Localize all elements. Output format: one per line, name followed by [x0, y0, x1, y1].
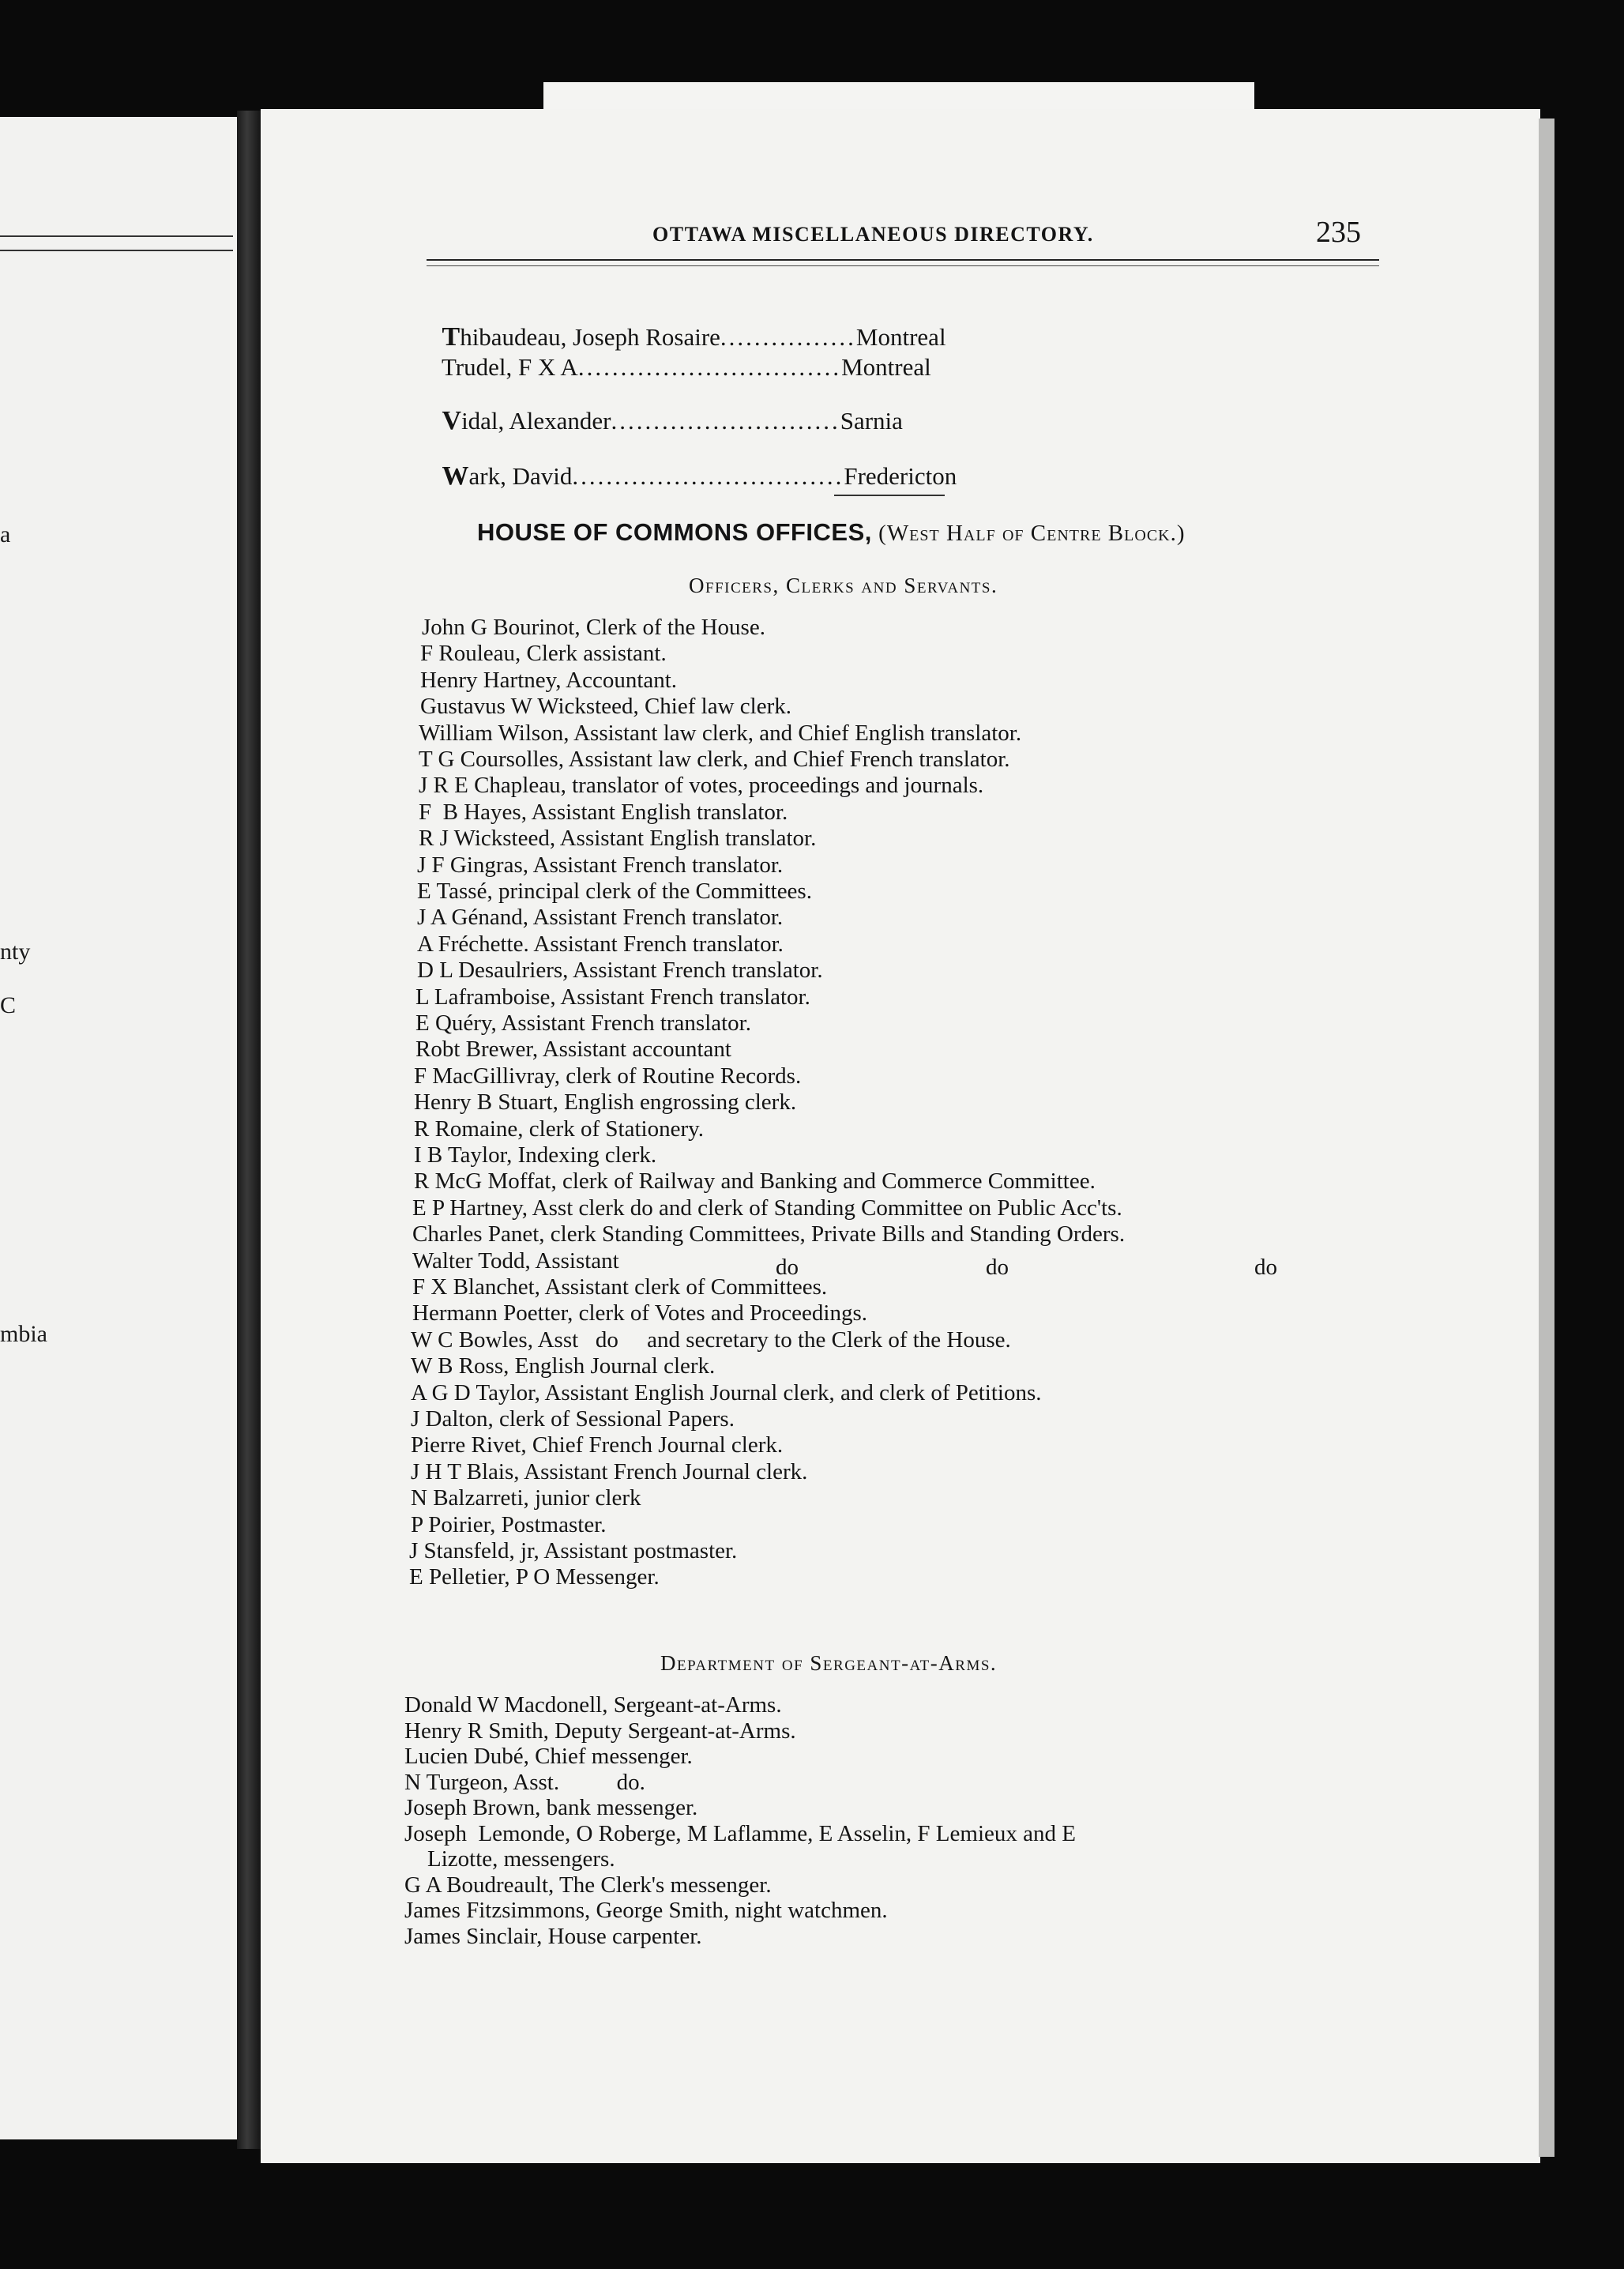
entry-name: idal, Alexander: [461, 407, 611, 435]
entry-name: hibaudeau, Joseph Rosaire: [460, 323, 720, 351]
list-item: J F Gingras, Assistant French translator.: [417, 852, 784, 878]
list-item: F Rouleau, Clerk assistant.: [420, 641, 667, 667]
entry-place: Sarnia: [840, 407, 903, 435]
list-item: E Pelletier, P O Messenger.: [409, 1564, 660, 1590]
list-item: Walter Todd, Assistant: [412, 1247, 619, 1274]
list-item: T G Coursolles, Assistant law clerk, and Chief French translator.: [419, 747, 1010, 772]
book-gutter: [237, 111, 262, 2149]
list-item: Joseph Lemonde, O Roberge, M Laflamme, E Asselin, F Lemieux and E: [404, 1820, 1076, 1846]
list-item: Charles Panet, clerk Standing Committees, Private Bills and Standing Orders.: [412, 1221, 1126, 1247]
left-text-fragment: C: [0, 992, 17, 1018]
officers-heading: Officers, Clerks and Servants.: [689, 574, 998, 597]
section-heading: [477, 518, 1186, 547]
page-number: 235: [1316, 216, 1361, 249]
sergeant-heading: Department of Sergeant-at-Arms.: [660, 1651, 998, 1675]
ditto-mark: do: [1254, 1254, 1277, 1280]
list-item: Joseph Brown, bank messenger.: [404, 1795, 698, 1820]
list-item: J Dalton, clerk of Sessional Papers.: [411, 1406, 735, 1432]
section-divider: [834, 495, 945, 496]
list-item: [430, 324, 931, 382]
list-item: R Romaine, clerk of Stationery.: [414, 1116, 704, 1142]
list-item: Donald W Macdonell, Sergeant-at-Arms.: [404, 1692, 782, 1718]
list-item: G A Boudreault, The Clerk's messenger.: [404, 1872, 772, 1898]
list-item: John G Bourinot, Clerk of the House.: [422, 615, 765, 640]
list-item: James Fitzsimmons, George Smith, night watchmen.: [404, 1898, 888, 1923]
drop-initial: V: [442, 406, 462, 435]
entry-place: Montreal: [841, 353, 931, 381]
list-item: Hermann Poetter, clerk of Votes and Proceedings.: [412, 1300, 868, 1326]
list-item: F MacGillivray, clerk of Routine Records.: [414, 1063, 802, 1089]
list-item: P Poirier, Postmaster.: [411, 1511, 607, 1537]
list-item: J Stansfeld, jr, Assistant postmaster.: [409, 1538, 738, 1563]
leader-dots: ................: [720, 323, 856, 351]
left-page-fragment: [0, 117, 243, 2139]
ditto-mark: do: [986, 1254, 1009, 1280]
list-item: L Laframboise, Assistant French translator.: [415, 984, 810, 1010]
list-item: R McG Moffat, clerk of Railway and Banking and Commerce Committee.: [414, 1168, 1096, 1195]
list-item: E Tassé, principal clerk of the Committees.: [417, 879, 812, 904]
header-rule: [427, 259, 1379, 261]
list-item: E Quéry, Assistant French translator.: [415, 1010, 751, 1036]
left-text-fragment: nty: [0, 939, 31, 965]
list-item: E P Hartney, Asst clerk do and clerk of Standing Committee on Public Acc'ts.: [412, 1195, 1122, 1221]
list-item: W B Ross, English Journal clerk.: [411, 1353, 716, 1379]
list-item: Henry B Stuart, English engrossing clerk.: [414, 1089, 797, 1116]
left-header-rule: [0, 235, 233, 237]
list-item: Henry Hartney, Accountant.: [420, 667, 678, 693]
page-edge: [1539, 119, 1554, 2157]
leader-dots: ...............................: [577, 353, 842, 381]
list-item: J R E Chapleau, translator of votes, proceedings and journals.: [419, 773, 984, 799]
entry-place: Montreal: [855, 323, 946, 351]
left-text-fragment: mbia: [0, 1321, 47, 1347]
list-item: W C Bowles, Asst do and secretary to the Clerk of the House.: [411, 1326, 1011, 1353]
list-item: [430, 378, 903, 436]
list-item: Lucien Dubé, Chief messenger.: [404, 1744, 693, 1769]
entry-place: Fredericton: [844, 462, 957, 490]
list-item: I B Taylor, Indexing clerk.: [414, 1142, 657, 1168]
list-item: N Turgeon, Asst. do.: [404, 1769, 645, 1795]
list-item: J H T Blais, Assistant French Journal clerk.: [411, 1458, 808, 1484]
list-item: James Sinclair, House carpenter.: [404, 1923, 702, 1949]
list-item: N Balzarreti, junior clerk: [411, 1485, 641, 1511]
list-item: F X Blanchet, Assistant clerk of Committees.: [412, 1274, 828, 1300]
section-subtitle: (West Half of Centre Block.): [878, 521, 1186, 546]
leader-dots: ...........................: [611, 407, 840, 435]
drop-initial: T: [442, 322, 461, 352]
leader-dots: ................................: [572, 462, 844, 490]
entry-name: ark, David: [468, 462, 573, 490]
list-item: Pierre Rivet, Chief French Journal clerk.: [411, 1432, 784, 1458]
left-text-fragment: a: [0, 521, 11, 547]
left-header-rule-2: [0, 250, 233, 251]
list-item: Lizotte, messengers.: [404, 1846, 615, 1872]
list-item: [430, 433, 957, 491]
list-item: J A Génand, Assistant French translator.: [417, 905, 784, 931]
section-title: HOUSE OF COMMONS OFFICES,: [477, 518, 872, 546]
list-item: A G D Taylor, Assistant English Journal clerk, and clerk of Petitions.: [411, 1379, 1042, 1405]
list-item: A Fréchette. Assistant French translator.: [417, 931, 784, 957]
drop-initial: W: [442, 461, 469, 491]
list-item: Gustavus W Wicksteed, Chief law clerk.: [420, 694, 791, 720]
list-item: William Wilson, Assistant law clerk, and Chief English translator.: [419, 720, 1022, 746]
list-item: F B Hayes, Assistant English translator.: [419, 799, 788, 825]
header-rule-thin: [427, 265, 1379, 266]
list-item: Henry R Smith, Deputy Sergeant-at-Arms.: [404, 1718, 796, 1744]
ditto-mark: do: [776, 1254, 799, 1280]
entry-name: Trudel, F X A: [441, 353, 578, 381]
page-title: OTTAWA MISCELLANEOUS DIRECTORY.: [652, 223, 1094, 246]
list-item: D L Desaulriers, Assistant French translator.: [417, 958, 823, 984]
list-item: Robt Brewer, Assistant accountant: [415, 1037, 731, 1063]
list-item: R J Wicksteed, Assistant English translator.: [419, 826, 817, 852]
